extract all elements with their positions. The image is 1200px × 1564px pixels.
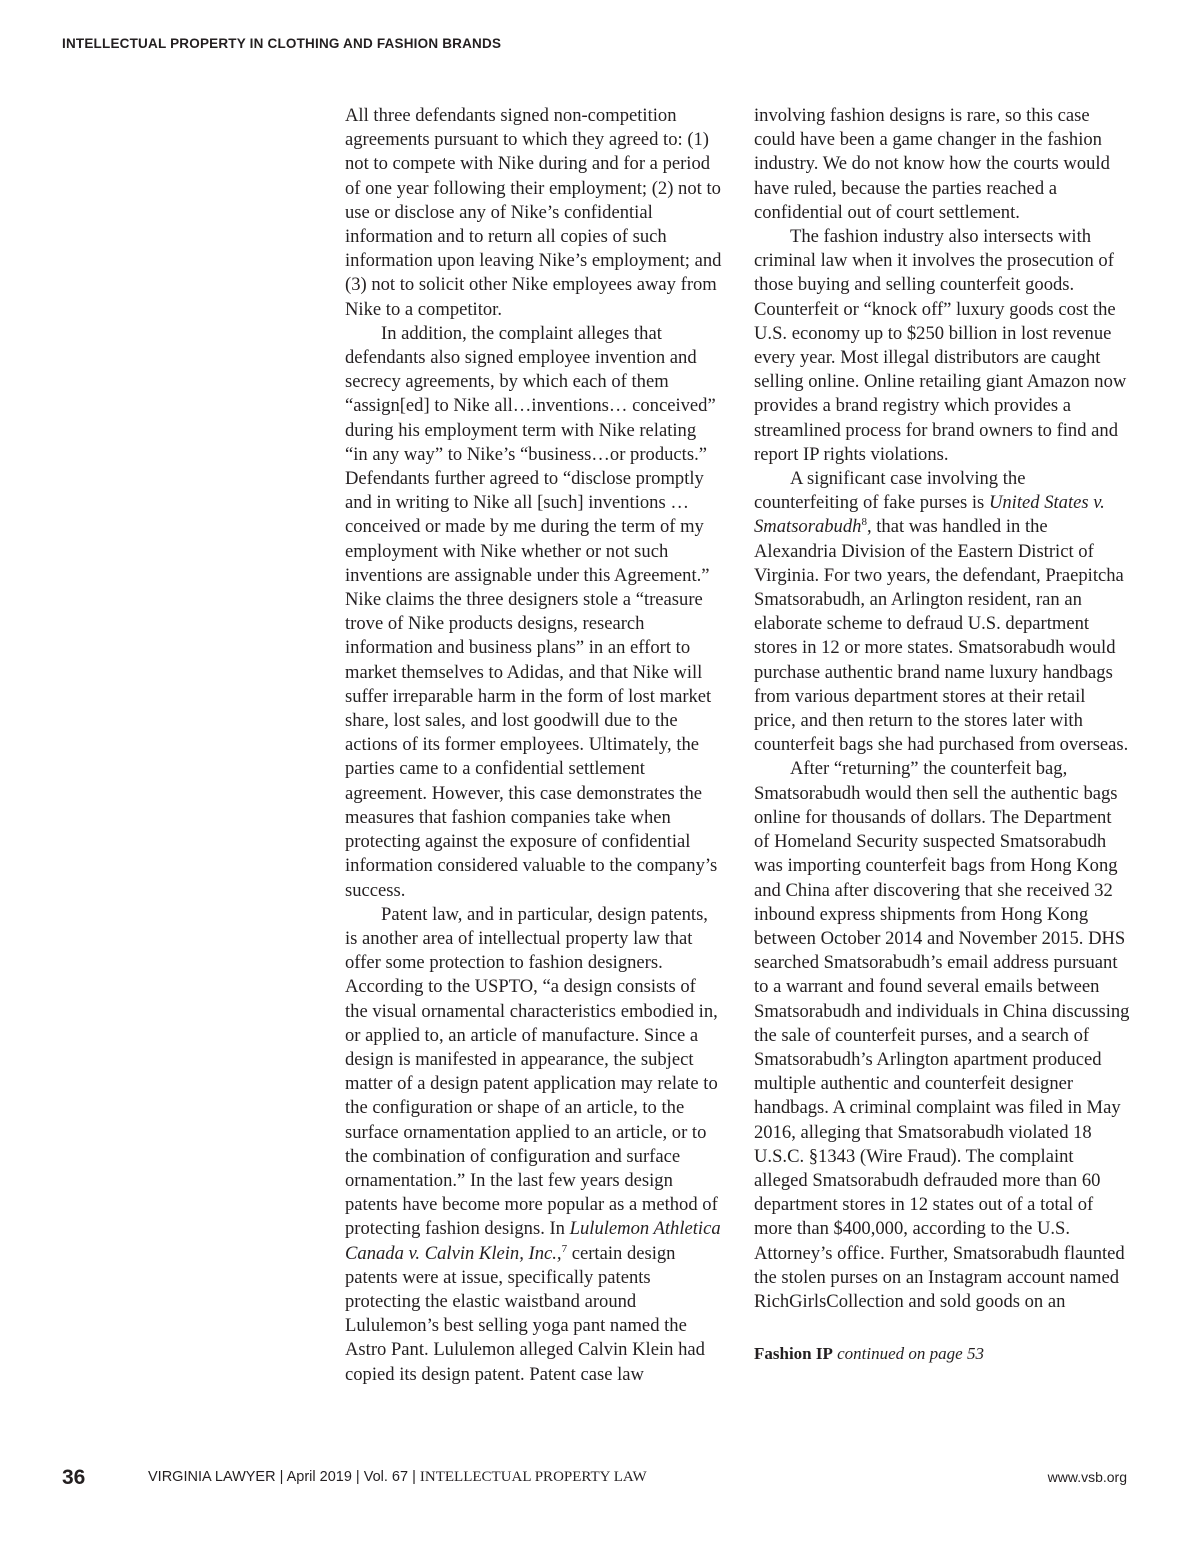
footnote-marker: 7: [561, 1242, 568, 1255]
issue-section: INTELLECTUAL PROPERTY LAW: [419, 1469, 647, 1485]
right-column: [754, 104, 1130, 1366]
case-citation: Lululemon Athletica Canada v. Calvin Klein, Inc.,: [345, 1218, 721, 1264]
left-column: [345, 104, 723, 1387]
paragraph: [345, 903, 723, 1387]
journal-name: VIRGINIA LAWYER | April 2019 | Vol. 67 |: [148, 1469, 420, 1485]
paragraph: The fashion industry also intersects with criminal law when it involves the prosecution of those buying and selling counterfeit goods. Counterfeit or “knock off” luxury goods cost the U.S. economy up to $250 billion in lost revenue every year. Most illegal distributors are caught selling online. Online retailing giant Amazon now provides a brand registry which provides a streamlined process for brand owners to find and report IP rights violations.: [754, 226, 1127, 465]
paragraph-text: Patent law, and in particular, design patents, is another area of intellectual property law that offer some protection to fashion designers. According to the USPTO, “a design consists of the visual ornamental characteristics embodied in, or applied to, an article of manufacture. Since a design is manifested in appearance, the subject matter of a design patent application may relate to the configuration or shape of an article, to the surface ornamentation applied to an article, or to the combination of configuration and surface ornamentation.” In the last few years design patents have become more popular as a method of protecting fashion designs. In: [345, 903, 718, 1240]
journal-info: [148, 1469, 647, 1486]
paragraph: involving fashion designs is rare, so this case could have been a game changer in the fashion industry. We do not know how the courts would have ruled, because the parties reached a confidential out of court settlement.: [754, 105, 1110, 223]
paragraph: In addition, the complaint alleges that defendants also signed employee invention and secrecy agreements, by which each of them “assign[ed] to Nike all…inventions… conceived” during his employment term with Nike relating “in any way” to Nike’s “business…or products.” Defendants further agreed to “disclose promptly and in writing to Nike all [such] inventions … conceived or made by me during the term of my employment with Nike whether or not such inventions are assignable under this Agreement.” Nike claims the three designers stole a “treasure trove of Nike products designs, research information and business plans” in an effort to market themselves to Adidas, and that Nike will suffer irreparable harm in the form of lost market share, lost sales, and lost goodwill due to the actions of its former employees. Ultimately, the parties came to a confidential settlement agreement. However, this case demonstrates the measures that fashion companies take when protecting against the exposure of confidential information considered valuable to the company’s success.: [345, 322, 718, 901]
website-url: www.vsb.org: [1047, 1469, 1127, 1485]
paragraph-text: , that was handled in the Alexandria Division of the Eastern District of Virginia. For two years, the defendant, Praepitcha Smatsorabudh, an Arlington resident, ran an elaborate scheme to defraud U.S. department stores in 12 or more states. Smatsorabudh would purchase authentic brand name luxury handbags from various department stores at their retail price, and then return to the stores later with counterfeit bags she had purchased from overseas.: [754, 516, 1129, 756]
running-head: INTELLECTUAL PROPERTY IN CLOTHING AND FASHION BRANDS: [62, 36, 502, 51]
footnote-marker: 8: [861, 516, 867, 529]
case-citation: United States v. Smatsorabudh: [754, 492, 1105, 538]
continued-note: [754, 1342, 1130, 1366]
paragraph: After “returning” the counterfeit bag, Smatsorabudh would then sell the authentic bags online for thousands of dollars. The Department of Homeland Security suspected Smatsorabudh was importing counterfeit bags from Hong Kong and China after discovering that she received 32 inbound express shipments from Hong Kong between October 2014 and November 2015. DHS searched Smatsorabudh’s email address pursuant to a warrant and found several emails between Smatsorabudh and individuals in China discussing the sale of counterfeit purses, and a search of Smatsorabudh’s Arlington apartment produced multiple authentic and counterfeit designer handbags. A criminal complaint was filed in May 2016, alleging that Smatsorabudh violated 18 U.S.C. §1343 (Wire Fraud). The complaint alleged Smatsorabudh defrauded more than 60 department stores in 12 states out of a total of more than $400,000, according to the U.S. Attorney’s office. Further, Smatsorabudh flaunted the stolen purses on an Instagram account named RichGirlsCollection and sold goods on an: [754, 758, 1130, 1312]
continued-title: Fashion IP: [754, 1344, 833, 1364]
page-number: 36: [62, 1466, 86, 1489]
paragraph: All three defendants signed non-competition agreements pursuant to which they agreed to: (1) not to compete with Nike during and for a period of one year following their employment; (2) not to use or disclose any of Nike’s confidential information and to return all copies of such information upon leaving Nike’s employment; and (3) not to solicit other Nike employees away from Nike to a competitor.: [345, 105, 722, 320]
paragraph-text: A significant case involving the counterfeiting of fake purses is: [754, 468, 1026, 514]
continued-text: continued on page 53: [837, 1344, 984, 1364]
paragraph: [754, 467, 1130, 757]
paragraph-text: certain design patents were at issue, specifically patents protecting the elastic waistband around Lululemon’s best selling yoga pant named the Astro Pant. Lululemon alleged Calvin Klein had copied its design patent. Patent case law: [345, 1242, 705, 1385]
